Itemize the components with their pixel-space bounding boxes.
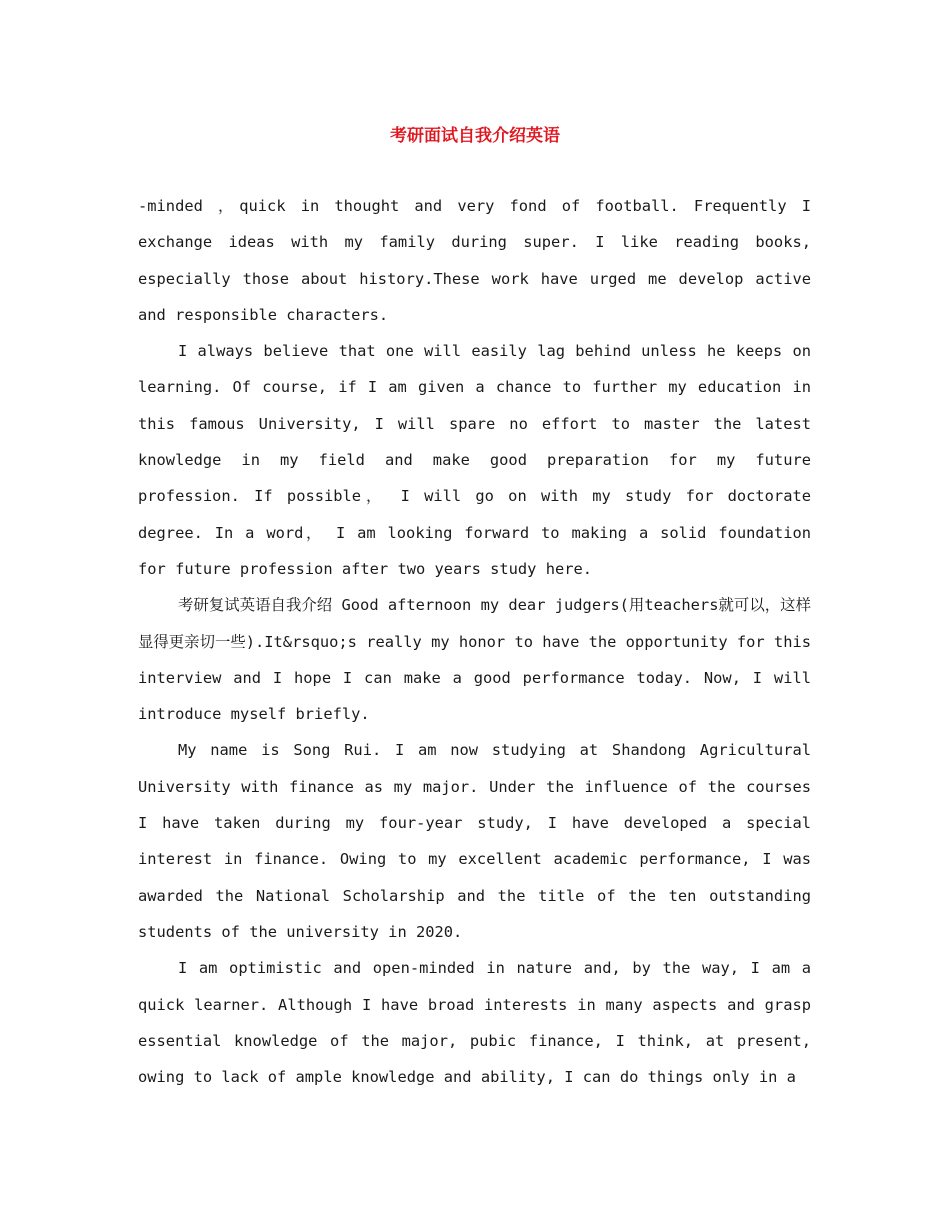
paragraph-5: I am optimistic and open-minded in nature and, by the way, I am a quick learner. Although I have broad interests in many aspects and grasp essential knowledge of the major, pubic finance, I think, at present, owing to lack of ample knowledge and ability, I can do things only in a [138,959,811,1087]
document-title: 考研面试自我介绍英语 [390,126,560,146]
paragraph-1: -minded ，quick in thought and very fond of football. Frequently I exchange ideas with my family during super. I like reading books, especially those about history.These work have urged me develop active and responsible characters. [138,197,811,324]
document-body [138,188,811,1095]
paragraph-2: I always believe that one will easily lag behind unless he keeps on learning. Of course, if I am given a chance to further my education in this famous University, I will spare no effort to master the latest knowledge in my field and make good preparation for my future profession. If possible， I will go on with my study for doctorate degree. In a word， I am looking forward to making a solid foundation for future profession after two years study here. [138,342,811,578]
paragraph-4: My name is Song Rui. I am now studying at Shandong Agricultural University with finance as my major. Under the influence of the courses I have taken during my four-year study, I have developed a special interest in finance. Owing to my excellent academic performance, I was awarded the National Scholarship and the title of the ten outstanding students of the university in 2020. [138,741,811,941]
paragraph-3: 考研复试英语自我介绍 Good afternoon my dear judgers(用teachers就可以，这样显得更亲切一些).It&rsquo;s really my honor to have the opportunity for this interview and I hope I can make a good performance today. Now, I will introduce myself briefly. [138,596,811,724]
